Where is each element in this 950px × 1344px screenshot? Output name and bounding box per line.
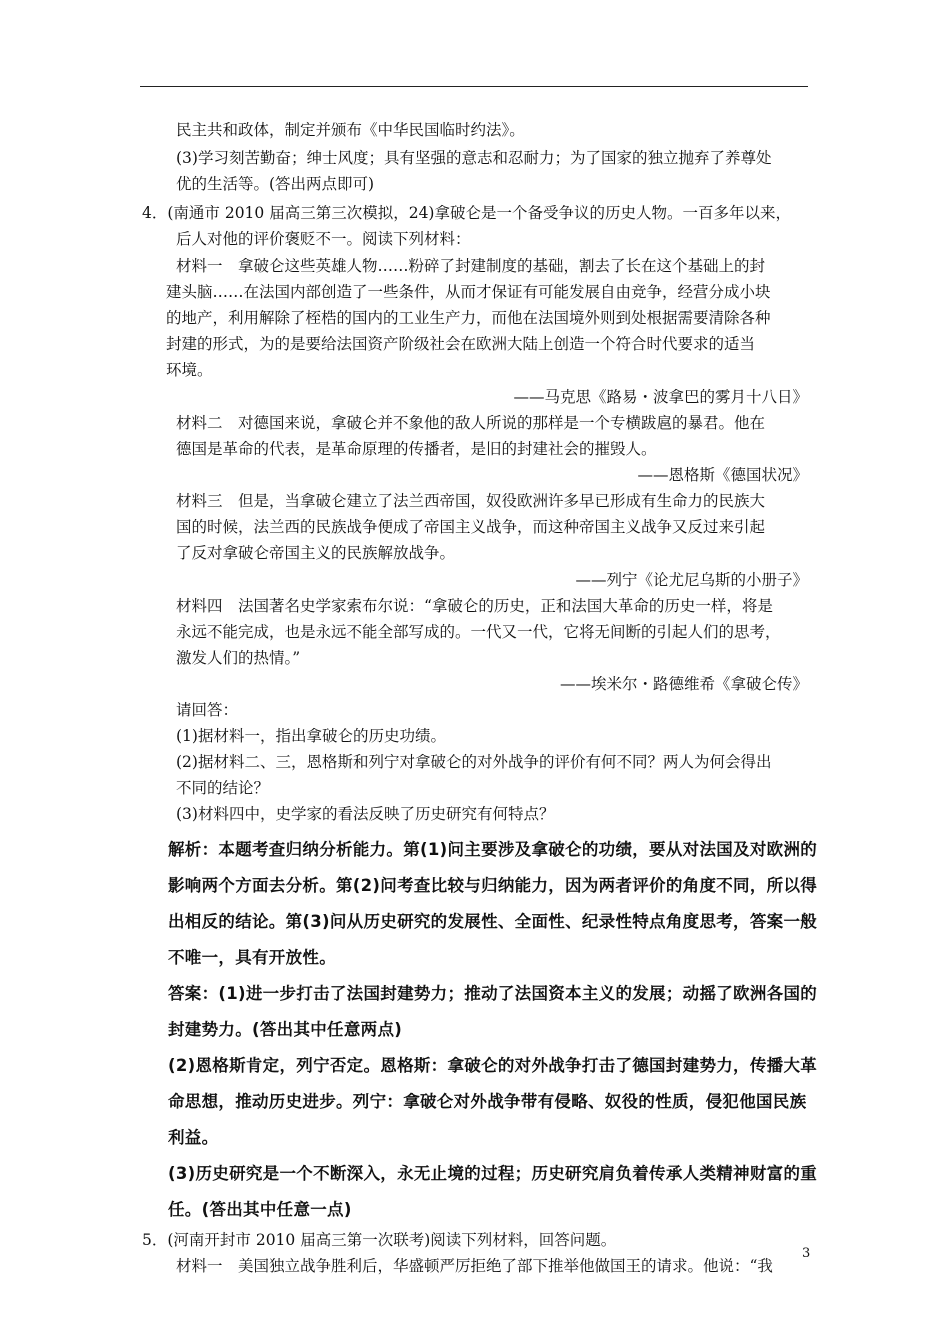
prompt-line: 请回答： [176, 701, 239, 719]
material-1-line: 环境。 [166, 361, 213, 379]
answer-line: 封建势力。(答出其中任意两点) [168, 1020, 403, 1039]
question-4-line: 后人对他的评价褒贬不一。阅读下列材料： [176, 230, 471, 248]
material-4-line: 材料四 法国著名史学家索布尔说：“拿破仑的历史，正和法国大革命的历史一样，将是 [176, 597, 773, 615]
header-rule [140, 86, 808, 87]
citation: ——列宁《论尤尼乌斯的小册子》 [575, 571, 808, 589]
analysis-line: 解析：本题考查归纳分析能力。第(1)问主要涉及拿破仑的功绩，要从对法国及对欧洲的 [168, 840, 818, 859]
answer-line: 任。(答出其中任意一点) [168, 1200, 352, 1219]
analysis-line: 不唯一，具有开放性。 [168, 948, 336, 967]
citation: ——埃米尔・路德维希《拿破仑传》 [559, 675, 808, 693]
material-2-line: 材料二 对德国来说，拿破仑并不象他的敌人所说的那样是一个专横跋扈的暴君。他在 [176, 414, 766, 432]
question-5-line: 材料一 美国独立战争胜利后，华盛顿严厉拒绝了部下推举他做国王的请求。他说：“我 [176, 1257, 773, 1275]
answer-line: 利益。 [168, 1128, 219, 1147]
question-5-line: 5．(河南开封市 2010 届高三第一次联考)阅读下列材料，回答问题。 [142, 1231, 617, 1249]
material-1-line: 材料一 拿破仑这些英雄人物……粉碎了封建制度的基础，割去了长在这个基础上的封 [176, 257, 766, 275]
question-line: 不同的结论？ [176, 779, 270, 797]
question-line: (3)材料四中，史学家的看法反映了历史研究有何特点？ [176, 805, 555, 823]
material-3-line: 了反对拿破仑帝国主义的民族解放战争。 [176, 544, 456, 562]
material-1-line: 的地产，利用解除了桎梏的国内的工业生产力，而他在法国境外则到处根据需要清除各种 [166, 309, 771, 327]
analysis-line: 出相反的结论。第(3)问从历史研究的发展性、全面性、纪录性特点角度思考，答案一般 [168, 912, 818, 931]
answer-line: (3)历史研究是一个不断深入，永无止境的过程；历史研究肩负着传承人类精神财富的重 [168, 1164, 818, 1183]
citation: ——恩格斯《德国状况》 [637, 466, 808, 484]
material-3-line: 材料三 但是，当拿破仑建立了法兰西帝国，奴役欧洲许多早已形成有生命力的民族大 [176, 492, 766, 510]
material-3-line: 国的时候，法兰西的民族战争便成了帝国主义战争，而这种帝国主义战争又反过来引起 [176, 518, 766, 536]
answer-line: 命思想，推动历史进步。列宁：拿破仑对外战争带有侵略、奴役的性质，侵犯他国民族 [168, 1092, 807, 1111]
material-2-line: 德国是革命的代表，是革命原理的传播者，是旧的封建社会的摧毁人。 [176, 440, 657, 458]
answer-line: (2)恩格斯肯定，列宁否定。恩格斯：拿破仑的对外战争打击了德国封建势力，传播大革 [168, 1056, 818, 1075]
citation: ——马克思《路易・波拿巴的雾月十八日》 [513, 388, 808, 406]
analysis-line: 影响两个方面去分析。第(2)问考查比较与归纳能力，因为两者评价的角度不同，所以得 [168, 876, 818, 895]
question-line: (2)据材料二、三，恩格斯和列宁对拿破仑的对外战争的评价有何不同？两人为何会得出 [176, 753, 772, 771]
text-line: 民主共和政体，制定并颁布《中华民国临时约法》。 [176, 121, 525, 139]
material-1-line: 封建的形式，为的是要给法国资产阶级社会在欧洲大陆上创造一个符合时代要求的适当 [166, 335, 756, 353]
material-1-line: 建头脑……在法国内部创造了一些条件，从而才保证有可能发展自由竞争，经营分成小块 [166, 283, 771, 301]
page-number: 3 [802, 1246, 811, 1261]
question-line: (1)据材料一，指出拿破仑的历史功绩。 [176, 727, 446, 745]
material-4-line: 激发人们的热情。” [176, 649, 301, 667]
question-4-line: 4．(南通市 2010 届高三第三次模拟，24)拿破仑是一个备受争议的历史人物。一百多年以来， [142, 204, 791, 222]
answer-line: 答案：(1)进一步打击了法国封建势力；推动了法国资本主义的发展；动摇了欧洲各国的 [168, 984, 818, 1003]
text-line: (3)学习刻苦勤奋；绅士风度；具有坚强的意志和忍耐力；为了国家的独立抛弃了养尊处 [176, 149, 772, 167]
material-4-line: 永远不能完成，也是永远不能全部写成的。一代又一代，它将无间断的引起人们的思考， [176, 623, 781, 641]
text-line: 优的生活等。(答出两点即可) [176, 175, 375, 193]
